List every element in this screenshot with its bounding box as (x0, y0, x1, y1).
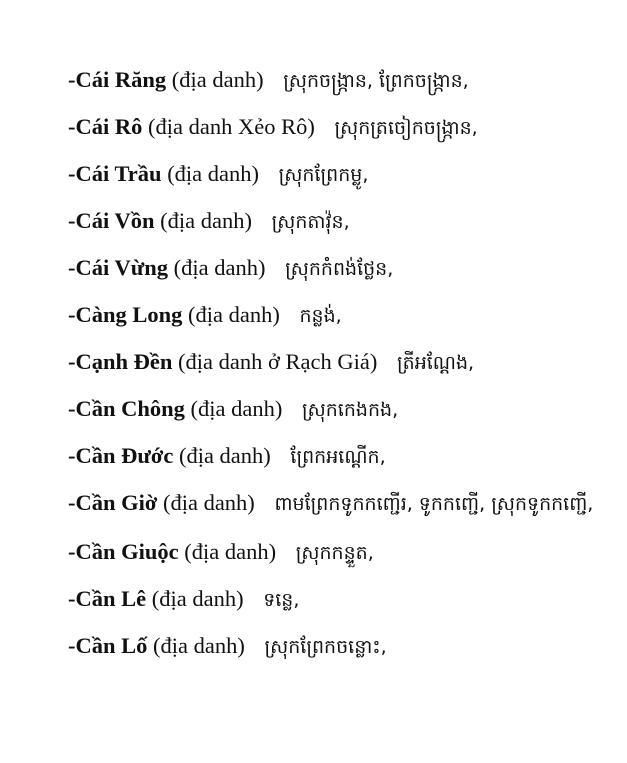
entry-gloss: (địa danh) (171, 67, 264, 92)
entry-term: -Cần Chông (68, 396, 185, 421)
entry-gloss: (địa danh) (160, 208, 252, 233)
entry-gloss: (địa danh) (178, 443, 271, 468)
entry-term: -Cần Giờ (68, 490, 158, 515)
entry-khmer-translation: ពាមព្រែកទូកកញ្ជើរ, ទូកកញ្ជើ, ស្រុកទូកកញ្ជើ, (274, 493, 594, 515)
entry-khmer-translation: ស្រុកព្រែកចន្លោះ, (264, 636, 387, 658)
entry-cang-long (68, 291, 608, 338)
entry-gloss: (địa danh) (162, 490, 255, 515)
entry-term: -Cái Vừng (68, 255, 168, 280)
entry-khmer-translation: ទន្លេ, (263, 589, 300, 611)
place-name-entry-list (68, 56, 608, 669)
entry-term: -Cần Đước (68, 443, 174, 468)
entry-gloss: (địa danh ở Rạch Giá) (178, 349, 378, 374)
entry-term: -Cạnh Đền (68, 349, 173, 374)
entry-cai-ro (68, 103, 608, 150)
entry-gloss: (địa danh) (190, 396, 283, 421)
entry-can-lo (68, 622, 608, 669)
entry-khmer-translation: ត្រីអណ្ដែង, (396, 352, 475, 374)
entry-khmer-translation: ព្រែកអណ្ដើក, (290, 446, 386, 468)
entry-can-gio (68, 479, 608, 528)
entry-term: -Cái Rô (68, 114, 143, 139)
entry-khmer-translation: ស្រុកតាវ៉ុន, (271, 211, 350, 233)
entry-khmer-translation: ស្រុកកេងកង, (302, 399, 399, 421)
entry-gloss: (địa danh) (151, 586, 244, 611)
entry-cai-rang (68, 56, 608, 103)
entry-khmer-translation: ស្រុកកន្ទួត, (295, 542, 374, 564)
entry-term: -Cái Răng (68, 67, 167, 92)
entry-canh-den (68, 338, 608, 385)
entry-can-chong (68, 385, 608, 432)
entry-gloss: (địa danh) (184, 539, 277, 564)
entry-cai-vung (68, 244, 608, 291)
entry-gloss: (địa danh) (173, 255, 266, 280)
entry-term: -Cái Vồn (68, 208, 155, 233)
entry-khmer-translation: កន្លង់, (299, 305, 342, 327)
entry-term: -Cần Giuộc (68, 539, 179, 564)
entry-khmer-translation: ស្រុកចង្ក្រាន, ព្រែកចង្ក្រាន, (283, 70, 469, 92)
entry-khmer-translation: ស្រុកកំពង់ថ្លែន, (285, 258, 394, 280)
entry-term: -Càng Long (68, 302, 183, 327)
entry-term: -Cần Lố (68, 633, 148, 658)
entry-gloss: (địa danh Xẻo Rô) (148, 114, 315, 139)
entry-cai-von (68, 197, 608, 244)
entry-can-duoc (68, 432, 608, 479)
entry-gloss: (địa danh) (167, 161, 260, 186)
entry-gloss: (địa danh) (188, 302, 280, 327)
entry-can-le (68, 575, 608, 622)
entry-cai-trau (68, 150, 608, 197)
entry-gloss: (địa danh) (153, 633, 245, 658)
entry-khmer-translation: ស្រុកត្រចៀកចង្ក្រាន, (334, 117, 478, 139)
entry-khmer-translation: ស្រុកព្រែកម្លូ, (278, 164, 369, 186)
entry-term: -Cái Trầu (68, 161, 162, 186)
entry-term: -Cần Lê (68, 586, 147, 611)
entry-can-giuoc (68, 528, 608, 575)
